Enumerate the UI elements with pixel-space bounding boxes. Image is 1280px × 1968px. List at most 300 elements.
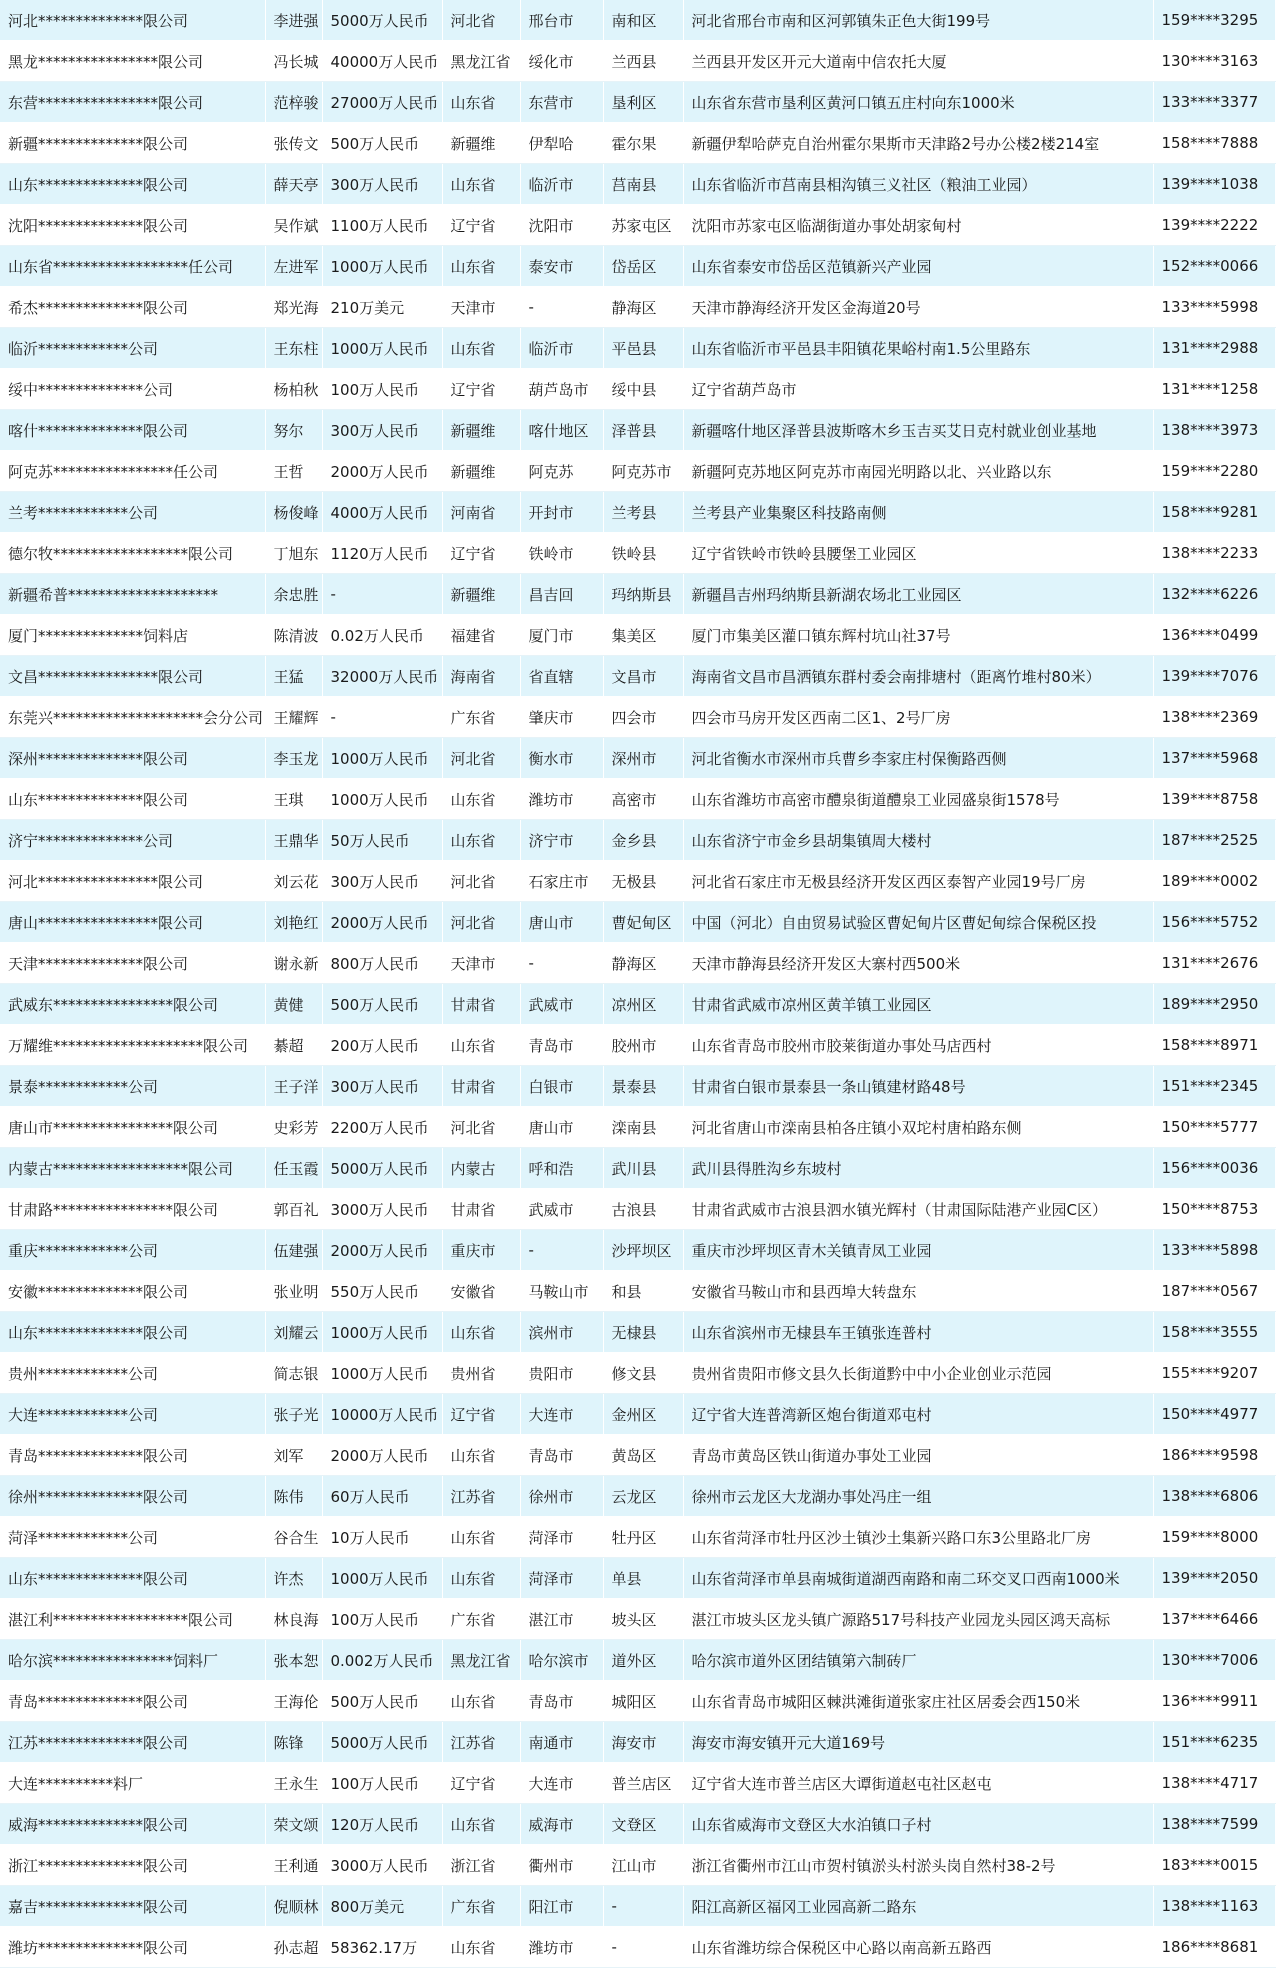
district-cell: 铁岭县 [603, 533, 683, 574]
province-cell: 安徽省 [442, 1271, 520, 1312]
city-cell: 青岛市 [520, 1435, 603, 1476]
company-name-cell: 贵州************公司 [0, 1353, 265, 1394]
legal-rep-cell: 林良海 [265, 1599, 322, 1640]
district-cell: 莒南县 [603, 164, 683, 205]
district-cell: 道外区 [603, 1640, 683, 1681]
district-cell: 垦利区 [603, 82, 683, 123]
city-cell: 临沂市 [520, 328, 603, 369]
table-row [0, 1435, 1275, 1476]
table-row [0, 738, 1275, 779]
city-cell: 肇庆市 [520, 697, 603, 738]
phone-cell: 130****3163 [1153, 41, 1275, 82]
address-cell: 中国（河北）自由贸易试验区曹妃甸片区曹妃甸综合保税区投 [683, 902, 1153, 943]
legal-rep-cell: 吴作斌 [265, 205, 322, 246]
city-cell: 大连市 [520, 1394, 603, 1435]
city-cell: 白银市 [520, 1066, 603, 1107]
legal-rep-cell: 谢永新 [265, 943, 322, 984]
district-cell: 江山市 [603, 1845, 683, 1886]
phone-cell: 133****3377 [1153, 82, 1275, 123]
province-cell: 海南省 [442, 656, 520, 697]
district-cell: 文昌市 [603, 656, 683, 697]
address-cell: 辽宁省大连市普兰店区大谭街道赵屯社区赵屯 [683, 1763, 1153, 1804]
registered-capital-cell: 100万人民币 [322, 1763, 442, 1804]
district-cell: 凉州区 [603, 984, 683, 1025]
address-cell: 甘肃省白银市景泰县一条山镇建材路48号 [683, 1066, 1153, 1107]
table-row [0, 492, 1275, 533]
table-row [0, 451, 1275, 492]
province-cell: 浙江省 [442, 1845, 520, 1886]
phone-cell: 183****0015 [1153, 1845, 1275, 1886]
company-name-cell: 德尔牧******************限公司 [0, 533, 265, 574]
registered-capital-cell: 1000万人民币 [322, 779, 442, 820]
company-name-cell: 潍坊**************限公司 [0, 1927, 265, 1968]
company-name-cell: 山东**************限公司 [0, 1312, 265, 1353]
company-name-cell: 景泰************公司 [0, 1066, 265, 1107]
legal-rep-cell: 努尔 [265, 410, 322, 451]
address-cell: 河北省唐山市滦南县柏各庄镇小双坨村唐柏路东侧 [683, 1107, 1153, 1148]
table-row [0, 1927, 1275, 1968]
legal-rep-cell: 余忠胜 [265, 574, 322, 615]
company-name-cell: 重庆************公司 [0, 1230, 265, 1271]
province-cell: 河北省 [442, 902, 520, 943]
province-cell: 黑龙江省 [442, 1640, 520, 1681]
address-cell: 阳江高新区福冈工业园高新二路东 [683, 1886, 1153, 1927]
legal-rep-cell: 张传文 [265, 123, 322, 164]
registered-capital-cell: 2000万人民币 [322, 1230, 442, 1271]
city-cell: 南通市 [520, 1722, 603, 1763]
city-cell: 青岛市 [520, 1681, 603, 1722]
phone-cell: 158****3555 [1153, 1312, 1275, 1353]
district-cell: 海安市 [603, 1722, 683, 1763]
district-cell: 无极县 [603, 861, 683, 902]
city-cell: 武威市 [520, 984, 603, 1025]
phone-cell: 156****0036 [1153, 1148, 1275, 1189]
company-name-cell: 深州**************限公司 [0, 738, 265, 779]
phone-cell: 138****6806 [1153, 1476, 1275, 1517]
legal-rep-cell: 冯长城 [265, 41, 322, 82]
registered-capital-cell: 300万人民币 [322, 861, 442, 902]
province-cell: 山东省 [442, 1025, 520, 1066]
address-cell: 河北省衡水市深州市兵曹乡李家庄村保衡路西侧 [683, 738, 1153, 779]
address-cell: 厦门市集美区灌口镇东辉村坑山社37号 [683, 615, 1153, 656]
legal-rep-cell: 刘耀云 [265, 1312, 322, 1353]
table-row [0, 820, 1275, 861]
district-cell: 牡丹区 [603, 1517, 683, 1558]
province-cell: 新疆维 [442, 410, 520, 451]
phone-cell: 186****9598 [1153, 1435, 1275, 1476]
legal-rep-cell: 王海伦 [265, 1681, 322, 1722]
registered-capital-cell: 1000万人民币 [322, 1353, 442, 1394]
registered-capital-cell: 1000万人民币 [322, 328, 442, 369]
company-name-cell: 菏泽************公司 [0, 1517, 265, 1558]
district-cell: 曹妃甸区 [603, 902, 683, 943]
table-row [0, 574, 1275, 615]
district-cell: 玛纳斯县 [603, 574, 683, 615]
address-cell: 贵州省贵阳市修文县久长街道黔中中小企业创业示范园 [683, 1353, 1153, 1394]
phone-cell: 151****2345 [1153, 1066, 1275, 1107]
registered-capital-cell: 3000万人民币 [322, 1845, 442, 1886]
address-cell: 徐州市云龙区大龙湖办事处冯庄一组 [683, 1476, 1153, 1517]
province-cell: 山东省 [442, 1435, 520, 1476]
city-cell: 喀什地区 [520, 410, 603, 451]
table-row [0, 1148, 1275, 1189]
address-cell: 海安市海安镇开元大道169号 [683, 1722, 1153, 1763]
phone-cell: 139****8758 [1153, 779, 1275, 820]
company-name-cell: 黑龙****************限公司 [0, 41, 265, 82]
province-cell: 山东省 [442, 1804, 520, 1845]
province-cell: 重庆市 [442, 1230, 520, 1271]
legal-rep-cell: 刘艳红 [265, 902, 322, 943]
table-row [0, 0, 1275, 41]
phone-cell: 151****6235 [1153, 1722, 1275, 1763]
phone-cell: 138****4717 [1153, 1763, 1275, 1804]
address-cell: 山东省滨州市无棣县车王镇张连普村 [683, 1312, 1153, 1353]
phone-cell: 131****2988 [1153, 328, 1275, 369]
table-row [0, 1312, 1275, 1353]
table-row [0, 779, 1275, 820]
province-cell: 辽宁省 [442, 205, 520, 246]
district-cell: 无棣县 [603, 1312, 683, 1353]
table-row [0, 41, 1275, 82]
registered-capital-cell: 2000万人民币 [322, 451, 442, 492]
province-cell: 新疆维 [442, 451, 520, 492]
district-cell: 绥中县 [603, 369, 683, 410]
address-cell: 山东省潍坊市高密市醴泉街道醴泉工业园盛泉街1578号 [683, 779, 1153, 820]
company-name-cell: 喀什**************限公司 [0, 410, 265, 451]
province-cell: 河北省 [442, 0, 520, 41]
legal-rep-cell: 杨柏秋 [265, 369, 322, 410]
legal-rep-cell: 左进军 [265, 246, 322, 287]
province-cell: 内蒙古 [442, 1148, 520, 1189]
province-cell: 山东省 [442, 1681, 520, 1722]
company-name-cell: 徐州**************限公司 [0, 1476, 265, 1517]
company-name-cell: 东营****************限公司 [0, 82, 265, 123]
city-cell: 绥化市 [520, 41, 603, 82]
phone-cell: 187****2525 [1153, 820, 1275, 861]
table-row [0, 82, 1275, 123]
phone-cell: 137****5968 [1153, 738, 1275, 779]
district-cell: 金州区 [603, 1394, 683, 1435]
legal-rep-cell: 郑光海 [265, 287, 322, 328]
district-cell: 静海区 [603, 287, 683, 328]
registered-capital-cell: - [322, 574, 442, 615]
company-name-cell: 山东省******************任公司 [0, 246, 265, 287]
company-name-cell: 大连************公司 [0, 1394, 265, 1435]
legal-rep-cell: 王琪 [265, 779, 322, 820]
company-name-cell: 天津**************限公司 [0, 943, 265, 984]
registered-capital-cell: 27000万人民币 [322, 82, 442, 123]
phone-cell: 136****9911 [1153, 1681, 1275, 1722]
city-cell: 阿克苏 [520, 451, 603, 492]
address-cell: 天津市静海经济开发区金海道20号 [683, 287, 1153, 328]
phone-cell: 187****0567 [1153, 1271, 1275, 1312]
province-cell: 山东省 [442, 1312, 520, 1353]
district-cell: 静海区 [603, 943, 683, 984]
registered-capital-cell: 100万人民币 [322, 1599, 442, 1640]
legal-rep-cell: 陈伟 [265, 1476, 322, 1517]
legal-rep-cell: 孙志超 [265, 1927, 322, 1968]
province-cell: 广东省 [442, 697, 520, 738]
registered-capital-cell: 500万人民币 [322, 984, 442, 1025]
phone-cell: 152****0066 [1153, 246, 1275, 287]
phone-cell: 130****7006 [1153, 1640, 1275, 1681]
table-row [0, 246, 1275, 287]
registered-capital-cell: 32000万人民币 [322, 656, 442, 697]
phone-cell: 159****8000 [1153, 1517, 1275, 1558]
district-cell: 普兰店区 [603, 1763, 683, 1804]
phone-cell: 138****2233 [1153, 533, 1275, 574]
district-cell: 武川县 [603, 1148, 683, 1189]
company-name-cell: 兰考************公司 [0, 492, 265, 533]
city-cell: 开封市 [520, 492, 603, 533]
phone-cell: 150****5777 [1153, 1107, 1275, 1148]
legal-rep-cell: 王永生 [265, 1763, 322, 1804]
company-name-cell: 哈尔滨****************饲料厂 [0, 1640, 265, 1681]
district-cell: 胶州市 [603, 1025, 683, 1066]
district-cell: 霍尔果 [603, 123, 683, 164]
district-cell: 沙坪坝区 [603, 1230, 683, 1271]
legal-rep-cell: 李进强 [265, 0, 322, 41]
table-row [0, 1107, 1275, 1148]
phone-cell: 133****5998 [1153, 287, 1275, 328]
phone-cell: 137****6466 [1153, 1599, 1275, 1640]
address-cell: 山东省青岛市胶州市胶莱街道办事处马店西村 [683, 1025, 1153, 1066]
phone-cell: 158****7888 [1153, 123, 1275, 164]
company-name-cell: 青岛**************限公司 [0, 1681, 265, 1722]
district-cell: 和县 [603, 1271, 683, 1312]
company-name-cell: 威海**************限公司 [0, 1804, 265, 1845]
table-row [0, 1230, 1275, 1271]
address-cell: 新疆阿克苏地区阿克苏市南园光明路以北、兴业路以东 [683, 451, 1153, 492]
city-cell: 武威市 [520, 1189, 603, 1230]
city-cell: 哈尔滨市 [520, 1640, 603, 1681]
city-cell: 徐州市 [520, 1476, 603, 1517]
phone-cell: 131****2676 [1153, 943, 1275, 984]
table-row [0, 1640, 1275, 1681]
address-cell: 重庆市沙坪坝区青木关镇青凤工业园 [683, 1230, 1153, 1271]
registered-capital-cell: 4000万人民币 [322, 492, 442, 533]
city-cell: 昌吉回 [520, 574, 603, 615]
city-cell: 菏泽市 [520, 1558, 603, 1599]
district-cell: 滦南县 [603, 1107, 683, 1148]
company-name-cell: 临沂************公司 [0, 328, 265, 369]
city-cell: 石家庄市 [520, 861, 603, 902]
table-row [0, 1763, 1275, 1804]
address-cell: 山东省临沂市莒南县相沟镇三义社区（粮油工业园） [683, 164, 1153, 205]
registered-capital-cell: 0.02万人民币 [322, 615, 442, 656]
registered-capital-cell: 2200万人民币 [322, 1107, 442, 1148]
table-row [0, 943, 1275, 984]
registered-capital-cell: 800万人民币 [322, 943, 442, 984]
address-cell: 山东省菏泽市单县南城街道湖西南路和南二环交叉口西南1000米 [683, 1558, 1153, 1599]
address-cell: 甘肃省武威市古浪县泗水镇光辉村（甘肃国际陆港产业园C区） [683, 1189, 1153, 1230]
address-cell: 河北省石家庄市无极县经济开发区西区泰智产业园19号厂房 [683, 861, 1153, 902]
company-name-cell: 山东**************限公司 [0, 164, 265, 205]
company-name-cell: 湛江利******************限公司 [0, 1599, 265, 1640]
legal-rep-cell: 任玉霞 [265, 1148, 322, 1189]
address-cell: 新疆昌吉州玛纳斯县新湖农场北工业园区 [683, 574, 1153, 615]
registered-capital-cell: 1000万人民币 [322, 246, 442, 287]
legal-rep-cell: 王鼎华 [265, 820, 322, 861]
legal-rep-cell: 范梓骏 [265, 82, 322, 123]
district-cell: 阿克苏市 [603, 451, 683, 492]
legal-rep-cell: 陈清波 [265, 615, 322, 656]
legal-rep-cell: 倪顺林 [265, 1886, 322, 1927]
province-cell: 天津市 [442, 287, 520, 328]
table-row [0, 861, 1275, 902]
city-cell: 厦门市 [520, 615, 603, 656]
address-cell: 青岛市黄岛区铁山街道办事处工业园 [683, 1435, 1153, 1476]
legal-rep-cell: 张业明 [265, 1271, 322, 1312]
province-cell: 甘肃省 [442, 984, 520, 1025]
table-row [0, 164, 1275, 205]
table-row [0, 1517, 1275, 1558]
city-cell: 泰安市 [520, 246, 603, 287]
legal-rep-cell: 简志银 [265, 1353, 322, 1394]
registered-capital-cell: 5000万人民币 [322, 0, 442, 41]
table-row [0, 410, 1275, 451]
address-cell: 山东省青岛市城阳区棘洪滩街道张家庄社区居委会西150米 [683, 1681, 1153, 1722]
company-name-cell: 唐山市****************限公司 [0, 1107, 265, 1148]
province-cell: 山东省 [442, 328, 520, 369]
phone-cell: 158****8971 [1153, 1025, 1275, 1066]
company-name-cell: 嘉吉**************限公司 [0, 1886, 265, 1927]
company-name-cell: 厦门**************饲料店 [0, 615, 265, 656]
legal-rep-cell: 谷合生 [265, 1517, 322, 1558]
address-cell: 湛江市坡头区龙头镇广源路517号科技产业园龙头园区鸿天高标 [683, 1599, 1153, 1640]
city-cell: 伊犁哈 [520, 123, 603, 164]
table-row [0, 1681, 1275, 1722]
table-row [0, 1353, 1275, 1394]
registered-capital-cell: 40000万人民币 [322, 41, 442, 82]
district-cell: 云龙区 [603, 1476, 683, 1517]
province-cell: 辽宁省 [442, 369, 520, 410]
company-name-cell: 东莞兴********************会分公司 [0, 697, 265, 738]
legal-rep-cell: 刘军 [265, 1435, 322, 1476]
city-cell: 威海市 [520, 1804, 603, 1845]
phone-cell: 132****6226 [1153, 574, 1275, 615]
city-cell: 唐山市 [520, 1107, 603, 1148]
phone-cell: 138****1163 [1153, 1886, 1275, 1927]
table-row [0, 1599, 1275, 1640]
registered-capital-cell: 50万人民币 [322, 820, 442, 861]
table-row [0, 902, 1275, 943]
address-cell: 四会市马房开发区西南二区1、2号厂房 [683, 697, 1153, 738]
address-cell: 山东省济宁市金乡县胡集镇周大楼村 [683, 820, 1153, 861]
district-cell: 坡头区 [603, 1599, 683, 1640]
city-cell: 湛江市 [520, 1599, 603, 1640]
legal-rep-cell: 李玉龙 [265, 738, 322, 779]
registered-capital-cell: 210万美元 [322, 287, 442, 328]
company-name-cell: 山东**************限公司 [0, 779, 265, 820]
legal-rep-cell: 王猛 [265, 656, 322, 697]
phone-cell: 189****2950 [1153, 984, 1275, 1025]
phone-cell: 133****5898 [1153, 1230, 1275, 1271]
company-name-cell: 江苏**************限公司 [0, 1722, 265, 1763]
registered-capital-cell: - [322, 697, 442, 738]
address-cell: 河北省邢台市南和区河郭镇朱正色大街199号 [683, 0, 1153, 41]
legal-rep-cell: 黄健 [265, 984, 322, 1025]
city-cell: - [520, 943, 603, 984]
province-cell: 河北省 [442, 1107, 520, 1148]
company-name-cell: 安徽**************限公司 [0, 1271, 265, 1312]
city-cell: 滨州市 [520, 1312, 603, 1353]
legal-rep-cell: 王子洋 [265, 1066, 322, 1107]
phone-cell: 156****5752 [1153, 902, 1275, 943]
province-cell: 辽宁省 [442, 1394, 520, 1435]
company-name-cell: 济宁**************公司 [0, 820, 265, 861]
address-cell: 浙江省衢州市江山市贺村镇淤头村淤头岗自然村38-2号 [683, 1845, 1153, 1886]
registered-capital-cell: 1000万人民币 [322, 1312, 442, 1353]
district-cell: 单县 [603, 1558, 683, 1599]
phone-cell: 139****1038 [1153, 164, 1275, 205]
province-cell: 河南省 [442, 492, 520, 533]
phone-cell: 131****1258 [1153, 369, 1275, 410]
table-row [0, 1066, 1275, 1107]
company-name-cell: 河北****************限公司 [0, 861, 265, 902]
province-cell: 山东省 [442, 164, 520, 205]
address-cell: 山东省潍坊综合保税区中心路以南高新五路西 [683, 1927, 1153, 1968]
province-cell: 辽宁省 [442, 533, 520, 574]
city-cell: 衢州市 [520, 1845, 603, 1886]
province-cell: 辽宁省 [442, 1763, 520, 1804]
legal-rep-cell: 綦超 [265, 1025, 322, 1066]
district-cell: 文登区 [603, 1804, 683, 1845]
company-name-cell: 内蒙古******************限公司 [0, 1148, 265, 1189]
city-cell: 潍坊市 [520, 779, 603, 820]
province-cell: 山东省 [442, 1517, 520, 1558]
province-cell: 江苏省 [442, 1722, 520, 1763]
province-cell: 江苏省 [442, 1476, 520, 1517]
company-name-cell: 武威东****************限公司 [0, 984, 265, 1025]
company-name-cell: 新疆**************限公司 [0, 123, 265, 164]
city-cell: 葫芦岛市 [520, 369, 603, 410]
district-cell: - [603, 1886, 683, 1927]
legal-rep-cell: 郭百礼 [265, 1189, 322, 1230]
company-name-cell: 青岛**************限公司 [0, 1435, 265, 1476]
legal-rep-cell: 杨俊峰 [265, 492, 322, 533]
legal-rep-cell: 张本恕 [265, 1640, 322, 1681]
city-cell: 菏泽市 [520, 1517, 603, 1558]
city-cell: 阳江市 [520, 1886, 603, 1927]
city-cell: 东营市 [520, 82, 603, 123]
district-cell: 修文县 [603, 1353, 683, 1394]
legal-rep-cell: 王耀辉 [265, 697, 322, 738]
table-row [0, 1722, 1275, 1763]
table-row [0, 1476, 1275, 1517]
address-cell: 山东省东营市垦利区黄河口镇五庄村向东1000米 [683, 82, 1153, 123]
registered-capital-cell: 300万人民币 [322, 164, 442, 205]
phone-cell: 138****2369 [1153, 697, 1275, 738]
registered-capital-cell: 500万人民币 [322, 123, 442, 164]
province-cell: 山东省 [442, 82, 520, 123]
phone-cell: 155****9207 [1153, 1353, 1275, 1394]
address-cell: 山东省泰安市岱岳区范镇新兴产业园 [683, 246, 1153, 287]
district-cell: 景泰县 [603, 1066, 683, 1107]
city-cell: 济宁市 [520, 820, 603, 861]
registered-capital-cell: 1100万人民币 [322, 205, 442, 246]
company-name-cell: 绥中**************公司 [0, 369, 265, 410]
province-cell: 贵州省 [442, 1353, 520, 1394]
table-row [0, 123, 1275, 164]
city-cell: 唐山市 [520, 902, 603, 943]
district-cell: 高密市 [603, 779, 683, 820]
address-cell: 兰西县开发区开元大道南中信农托大厦 [683, 41, 1153, 82]
registered-capital-cell: 5000万人民币 [322, 1722, 442, 1763]
table-row [0, 1804, 1275, 1845]
address-cell: 辽宁省铁岭市铁岭县腰堡工业园区 [683, 533, 1153, 574]
address-cell: 哈尔滨市道外区团结镇第六制砖厂 [683, 1640, 1153, 1681]
